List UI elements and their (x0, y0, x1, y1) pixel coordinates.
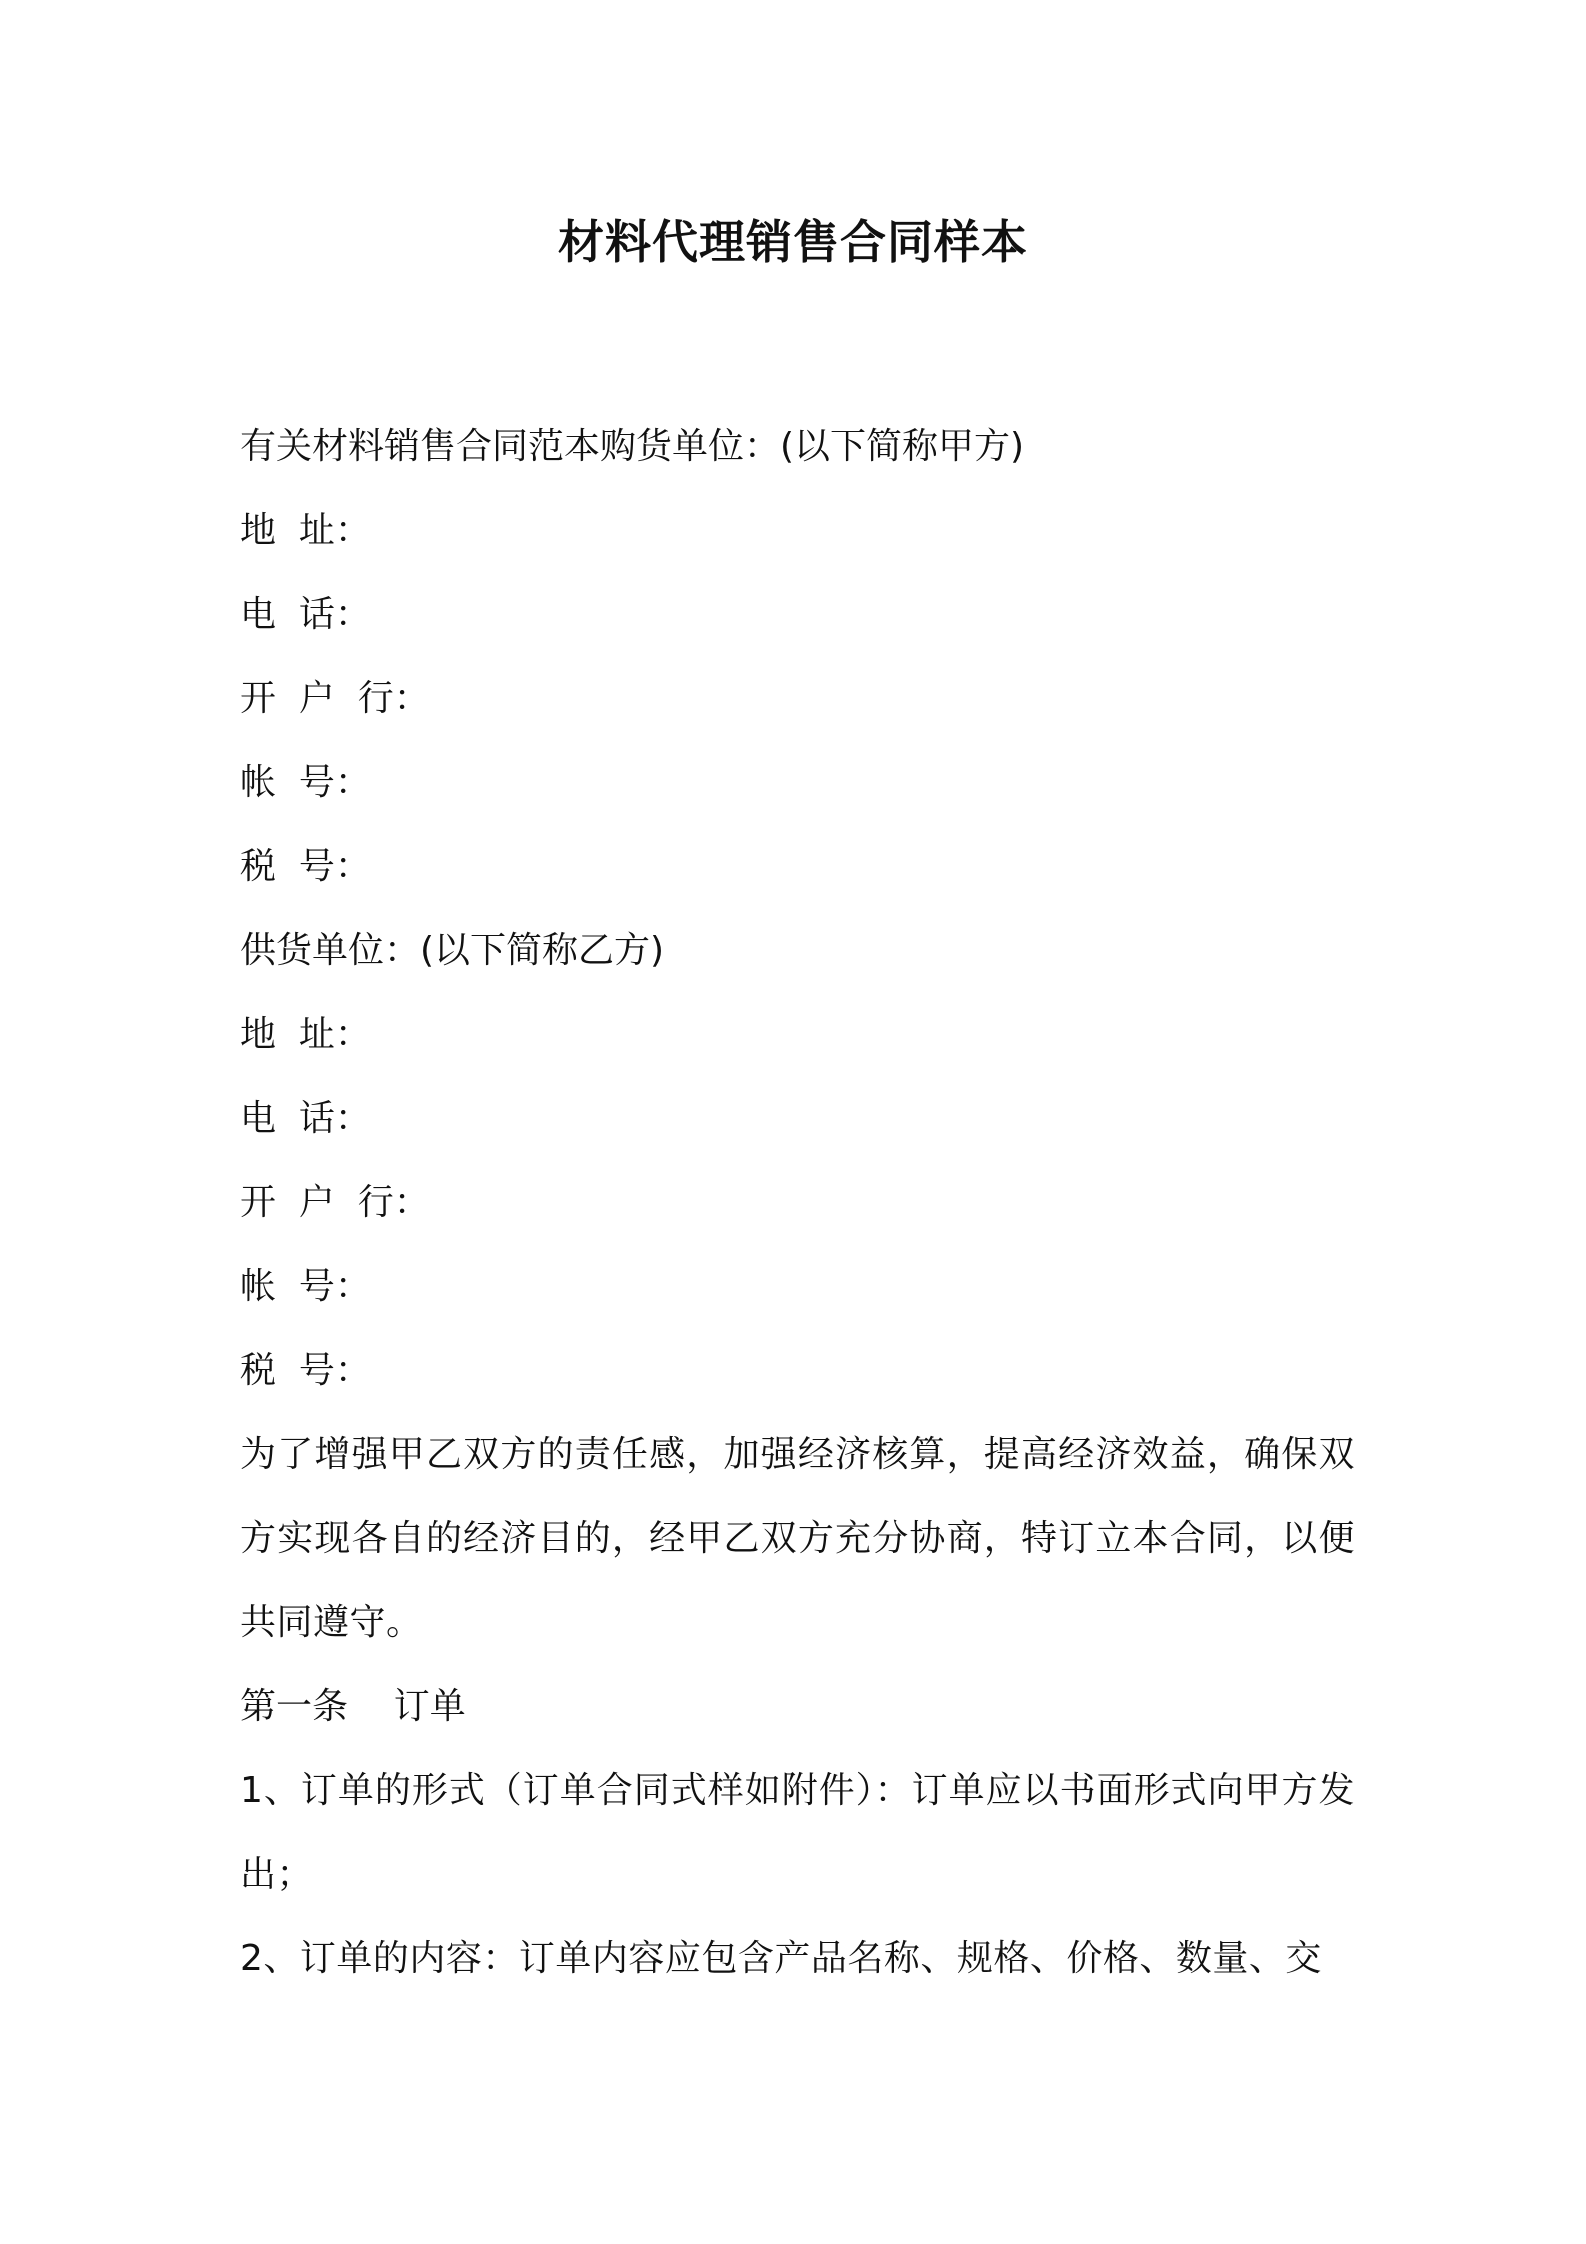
buyer-bank-line: 开 户 行： (240, 678, 430, 719)
document-title: 材料代理销售合同样本 (558, 215, 1028, 269)
seller-phone-line: 电 话： (240, 1098, 371, 1139)
clause-paragraph: 2、订单的内容：订单内容应包含产品名称、规格、价格、数量、交 (240, 1938, 1322, 1979)
buyer-phone-line: 电 话： (240, 594, 371, 635)
article-heading: 第一条 订单 (240, 1686, 466, 1727)
buyer-tax-line: 税 号： (240, 846, 371, 887)
clause-paragraph: 1、订单的形式（订单合同式样如附件）：订单应以书面形式向甲方发出； (240, 1770, 1355, 1895)
preamble-paragraph: 为了增强甲乙双方的责任感，加强经济核算，提高经济效益，确保双方实现各自的经济目的，经甲乙双方充分协商，特订立本合同，以便共同遵守。 (240, 1434, 1355, 1643)
seller-unit-line: 供货单位：(以下简称乙方) (240, 930, 665, 971)
document-body (240, 405, 1355, 2001)
seller-address-line: 地 址： (240, 1014, 371, 1055)
seller-account-line: 帐 号： (240, 1266, 371, 1307)
buyer-unit-line: 有关材料销售合同范本购货单位：(以下简称甲方) (240, 426, 1025, 467)
seller-tax-line: 税 号： (240, 1350, 371, 1391)
seller-bank-line: 开 户 行： (240, 1182, 430, 1223)
buyer-account-line: 帐 号： (240, 762, 371, 803)
buyer-address-line: 地 址： (240, 510, 371, 551)
